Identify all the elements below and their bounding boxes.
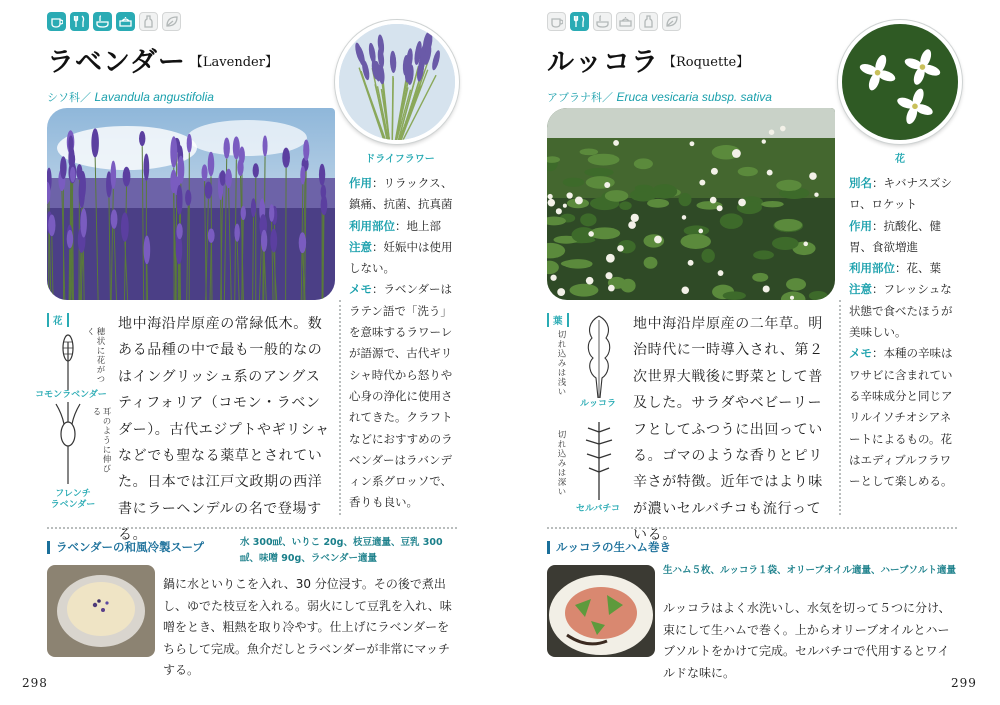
roquette-leaf-illustration: [580, 312, 618, 398]
recipe-title: ルッコラの生ハム巻き: [547, 541, 671, 554]
lavender-field-photo: [47, 108, 335, 300]
illustration-label: フレンチ ラベンダー: [50, 489, 96, 510]
info-key: 注意: [349, 239, 372, 254]
info-value: ：妊娠中は使用しない。: [349, 239, 453, 276]
info-key: 利用部位: [849, 261, 895, 276]
title-english: 【Lavender】: [189, 55, 278, 70]
scientific-name: シソ科／ Lavandula angustifolia: [47, 90, 214, 104]
divider: [339, 300, 341, 515]
info-key: 別名: [849, 176, 872, 190]
info-panel: [349, 173, 457, 514]
roquette-flower-photo: [838, 20, 962, 144]
bottle-icon: [639, 12, 658, 31]
info-item: [849, 258, 957, 279]
recipe-text: 鍋に水といりこを入れ、30 分位浸す。その後で煮出し、ゆでた枝豆を入れる。弱火にして豆乳を入れ、味噌をとき、粗熱を取り冷やす。仕上げにラベンダーをちらして完成。魚介だしとラベンダーが非常にマッチする。: [163, 577, 452, 677]
info-value: ：ラベンダーはラテン語で「洗う」を意味するラワーレが語源で、古代ギリシャ時代から怒りや心身の浄化に使用されてきた。クラフトなどにおすすめのラベンダーはラバンディン系グロッソで、香りも良い。: [349, 282, 453, 510]
info-value: ：リラックス、鎮痛、抗菌、抗真菌: [349, 176, 453, 212]
info-item: [849, 216, 957, 259]
info-key: 作用: [349, 176, 372, 190]
scientific-name: アブラナ科／ Eruca vesicaria subsp. sativa: [547, 90, 772, 104]
tea-icon: [47, 12, 66, 31]
divider: [547, 527, 957, 529]
recipe-ingredients: 水 300㎖、いりこ 20g、枝豆適量、豆乳 300㎖、味噌 90g、ラベンダー適量: [240, 537, 443, 564]
illustration-note: 穂状に花がつく: [85, 327, 105, 384]
selvatica-leaf-illustration: [582, 420, 616, 500]
info-value: ：本種の辛味はワサビに含まれている辛味成分と同じアリルイソチオシアネートによるもの。花はエディブルフラワーとして楽しめる。: [849, 346, 953, 489]
cutlery-icon: [70, 12, 89, 31]
info-key: メモ: [849, 346, 872, 361]
part-tag: 花: [47, 313, 69, 327]
info-key: メモ: [349, 282, 372, 297]
roquette-plant-photo: [547, 108, 835, 300]
dried-lavender-photo: [335, 20, 459, 144]
usage-icons: [47, 12, 181, 31]
common-lavender-illustration: [58, 330, 78, 390]
title-english: 【Roquette】: [663, 55, 750, 70]
recipe-ingredients: 生ハム５枚、ルッコラ１袋、オリーブオイル適量、ハーブソルト適量: [663, 565, 956, 576]
info-item: [849, 173, 957, 216]
info-panel: [849, 173, 957, 492]
info-item: [849, 343, 957, 492]
soup-photo: [47, 565, 155, 657]
page-number: 299: [951, 676, 977, 690]
recipe-title: ラベンダーの和風冷製スープ: [47, 541, 204, 554]
ham-roll-photo: [547, 565, 655, 657]
info-key: 作用: [849, 218, 872, 233]
info-value: ：地上部: [395, 218, 441, 233]
page-number: 298: [22, 676, 48, 690]
circle-caption: 花: [895, 154, 905, 165]
info-value: ：キバナスズシロ、ロケット: [849, 176, 953, 212]
info-key: 注意: [849, 282, 872, 297]
pot-icon: [616, 12, 635, 31]
info-item: [349, 173, 457, 216]
right-page: [500, 0, 1000, 705]
info-value: ：抗酸化、健胃、食欲増進: [849, 218, 941, 254]
pot-icon: [116, 12, 135, 31]
bath-icon: [593, 12, 612, 31]
circle-caption: ドライフラワー: [365, 154, 435, 165]
info-value: ：フレッシュな状態で食べたほうが美味しい。: [849, 282, 953, 340]
illustration-label: ルッコラ: [579, 399, 616, 409]
usage-icons: [547, 12, 681, 31]
info-item: [349, 237, 457, 280]
description-text: 地中海沿岸原産の二年草。明治時代に一時導入され、第２次世界大戦後に野菜として普及した。サラダやベビーリーフとしてふつうに出回っている。ゴマのような香りとピリ辛さが特徴。近年ではより味が濃いセルバチコも流行っている。: [633, 316, 824, 544]
info-item: [349, 279, 457, 513]
bath-icon: [93, 12, 112, 31]
illustration-note: 耳のように伸びる: [91, 407, 111, 474]
leaf-icon: [662, 12, 681, 31]
part-tag: 葉: [547, 313, 569, 327]
illustration-note: 切れ込みは浅い: [556, 330, 566, 397]
illustration-note: 切れ込みは深い: [556, 430, 566, 497]
leaf-icon: [162, 12, 181, 31]
page-title: ラベンダー 【Lavender】: [47, 47, 278, 78]
info-key: 利用部位: [349, 218, 395, 233]
divider: [47, 527, 457, 529]
info-item: [849, 279, 957, 343]
recipe-text: ルッコラはよく水洗いし、水気を切って５つに分け、束にして生ハムで巻く。上からオリーブオイルとハーブソルトをかけて完成。セルバチコで代用するとワイルドな味に。: [663, 601, 951, 680]
divider: [839, 300, 841, 515]
illustration-label: セルバチコ: [575, 504, 620, 514]
illustration-label: コモンラベンダー: [35, 390, 107, 400]
french-lavender-illustration: [48, 402, 88, 484]
info-value: ：花、葉: [895, 261, 941, 276]
cutlery-icon: [570, 12, 589, 31]
tea-icon: [547, 12, 566, 31]
info-item: [349, 216, 457, 237]
bottle-icon: [139, 12, 158, 31]
page-title: ルッコラ 【Roquette】: [547, 47, 750, 78]
description-text: 地中海沿岸原産の常緑低木。数ある品種の中で最も一般的なのはイングリッシュ系のアングスティフォリア（コモン・ラベンダー）。古代エジプトやギリシャなどでも聖なる薬草とされていた。日本では江戸文政期の西洋書にラーヘンデルの名で登場する。: [118, 316, 330, 544]
